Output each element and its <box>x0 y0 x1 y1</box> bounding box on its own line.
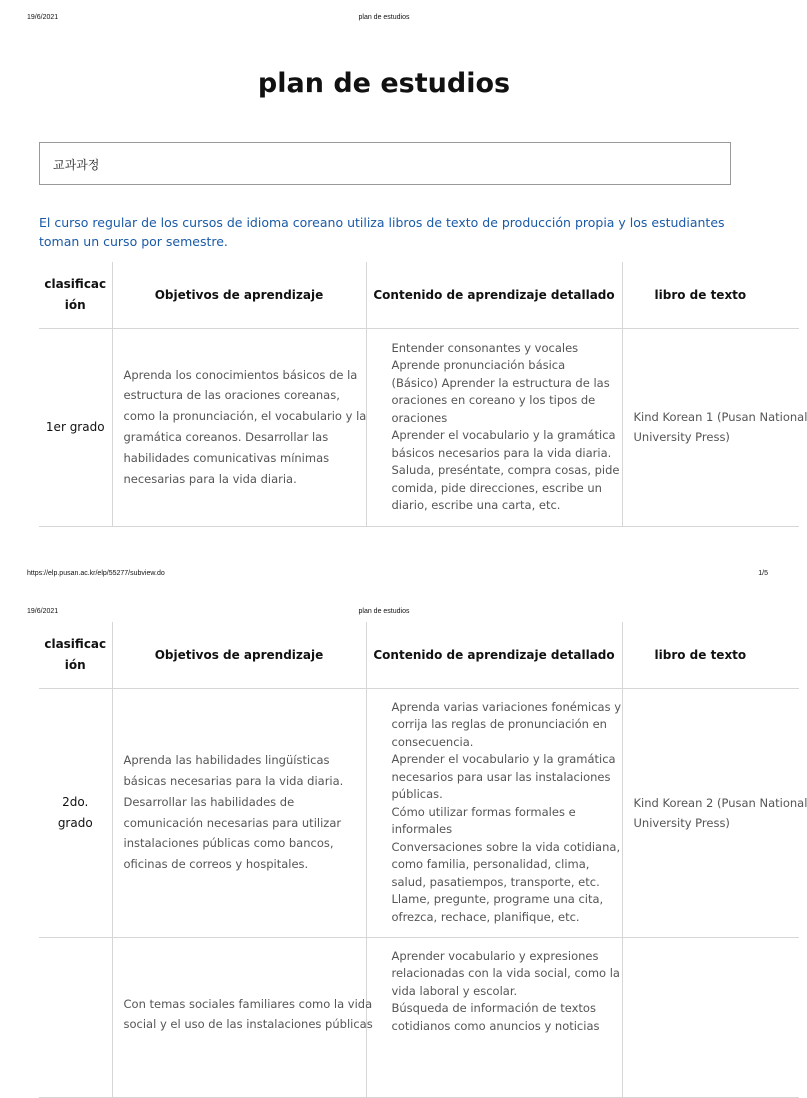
content-cell: Aprender vocabulario y expresiones relacionadas con la vida social, como la vida laboral y escolar. Búsqueda de información de textos cotidianos como anuncios y noticias <box>366 937 622 1097</box>
print-page-number: 1/5 <box>758 570 768 577</box>
print-footer <box>0 570 768 584</box>
grade-cell: 1er grado <box>39 328 112 526</box>
page-title: plan de estudios <box>257 68 511 99</box>
content-cell: Aprenda varias variaciones fonémicas y corrija las reglas de pronunciación en consecuencia. Aprender el vocabulario y la gramática necesarios para usar las instalaciones públicas. Cómo utilizar formas formales e informales Conversaciones sobre la vida cotidiana, como familia, personalidad, clima, salud, pasatiempos, transporte, etc. Llame, pregunte, programe una cita, ofrezca, rechace, planifique, etc. <box>366 688 622 937</box>
header-textbook: libro de texto <box>622 262 799 328</box>
content-cell: Entender consonantes y vocales Aprende pronunciación básica (Básico) Aprender la estructura de las oraciones en coreano y los tipos de oraciones Aprender el vocabulario y la gramática básicos necesarios para la vida diaria. Saluda, preséntate, compra cosas, pide comida, pide direcciones, escribe un diario, escribe una carta, etc. <box>366 328 622 526</box>
table-row <box>39 328 799 526</box>
header-content: Contenido de aprendizaje detallado <box>366 622 622 688</box>
print-title: plan de estudios <box>358 608 410 615</box>
curriculum-table <box>39 262 807 527</box>
table-header-row <box>39 262 799 328</box>
objectives-cell: Con temas sociales familiares como la vida social y el uso de las instalaciones públicas <box>112 937 366 1097</box>
header-textbook: libro de texto <box>622 622 799 688</box>
header-objectives: Objetivos de aprendizaje <box>112 262 366 328</box>
textbook-cell <box>622 937 799 1097</box>
objectives-cell: Aprenda las habilidades lingüísticas básicas necesarias para la vida diaria. Desarrollar las habilidades de comunicación necesarias para utilizar instalaciones públicas como bancos, oficinas de correos y hospitales. <box>112 688 366 937</box>
header-classification: clasificac ión <box>39 622 112 688</box>
print-date: 19/6/2021 <box>27 14 59 21</box>
print-header <box>0 608 768 622</box>
table-row <box>39 688 799 937</box>
header-classification: clasificac ión <box>39 262 112 328</box>
print-date: 19/6/2021 <box>27 608 59 615</box>
header-objectives: Objetivos de aprendizaje <box>112 622 366 688</box>
curriculum-table-continued <box>39 622 807 1033</box>
intro-line: curso por semestre. <box>103 233 228 249</box>
print-url: https://elp.pusan.ac.kr/elp/55277/subview.do <box>27 570 165 577</box>
grade-cell <box>39 937 112 1097</box>
curriculum-tab-label: 교과과정 <box>53 158 100 172</box>
print-title: plan de estudios <box>358 14 410 21</box>
objectives-cell: Aprenda los conocimientos básicos de la estructura de las oraciones coreanas, como la pronunciación, el vocabulario y la gramática coreanos. Desarrollar las habilidades comunicativas mínimas necesarias para la vida diaria. <box>112 328 366 526</box>
print-header <box>0 14 768 28</box>
table-header-row <box>39 622 799 688</box>
header-content: Contenido de aprendizaje detallado <box>366 262 622 328</box>
textbook-cell: Kind Korean 2 (Pusan National University Press) <box>622 688 799 937</box>
intro-text <box>39 214 731 251</box>
table-row <box>39 937 799 1097</box>
grade-cell: 2do. grado <box>39 688 112 937</box>
textbook-cell: Kind Korean 1 (Pusan National University Press) <box>622 328 799 526</box>
curriculum-tab[interactable] <box>39 142 731 185</box>
intro-line: El curso regular de los cursos de idioma coreano utiliza libros de texto de producción propia y los estudiantes toman un <box>39 215 725 249</box>
